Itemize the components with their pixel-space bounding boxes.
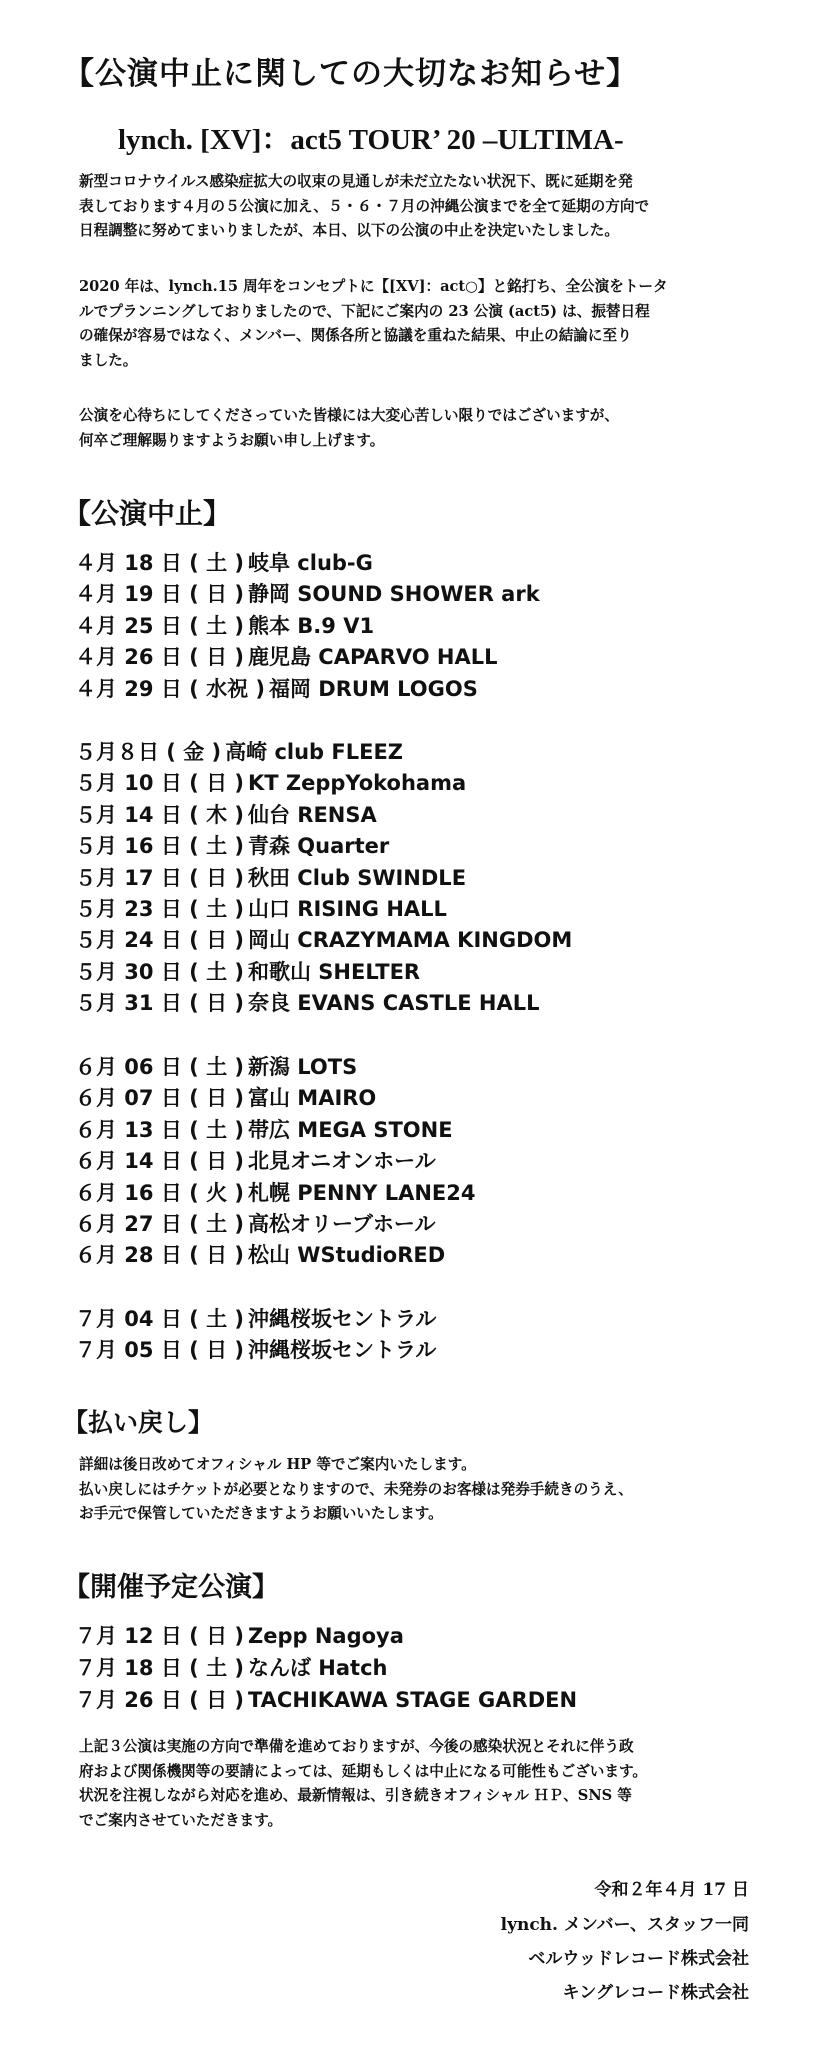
event-row [75, 548, 540, 579]
may-events [75, 737, 572, 1020]
event-row [75, 579, 540, 610]
event-venue: 秋田 Club SWINDLE [247, 865, 467, 890]
event-date: ７月 18 日 ( 土 ) [75, 1656, 244, 1680]
event-date: ６月 14 日 ( 日 ) [75, 1149, 244, 1174]
june-events [75, 1052, 475, 1272]
event-date: ６月 06 日 ( 土 ) [75, 1055, 244, 1079]
event-date: ４月 19 日 ( 日 ) [75, 582, 244, 607]
event-row [75, 1146, 475, 1177]
event-date: ６月 07 日 ( 日 ) [75, 1086, 244, 1111]
event-row [75, 611, 540, 642]
intro-paragraph-2: 2020 年は、lynch.15 周年をコンセプトに【[XV]：act○】と銘打ち、全公演をトータ ルでプランニングしておりましたので、下記にご案内の 23 公演 (act5) は、振替日程 の確保が容易ではなく、メンバー、関係各所と協議を重ねた結果、中止の結論に至り ました。 [79, 278, 668, 369]
event-venue: 沖縄桜坂セントラル [247, 1307, 437, 1331]
signature-line-3: キングレコード株式会社 [562, 1983, 749, 2003]
signature-line-2: ベルウッドレコード株式会社 [528, 1949, 749, 1969]
event-venue: 沖縄桜坂セントラル [247, 1338, 437, 1363]
event-row [75, 674, 540, 705]
event-date: ５月 24 日 ( 日 ) [75, 928, 244, 953]
event-venue: なんば Hatch [247, 1656, 388, 1680]
event-date: ５月８日 ( 金 ) [75, 740, 222, 764]
event-venue: 北見オニオンホール [247, 1149, 436, 1174]
event-venue: 仙台 RENSA [247, 802, 377, 827]
scheduled-heading: 【開催予定公演】 [63, 1572, 279, 1603]
event-row [75, 1335, 436, 1366]
signature-line-1: lynch. メンバー、スタッフ一同 [500, 1915, 749, 1935]
event-row [75, 1240, 475, 1271]
tour-title: lynch. [XV]：act5 TOUR’ 20 –ULTIMA- [118, 124, 624, 156]
event-row [75, 642, 540, 673]
event-date: ６月 16 日 ( 火 ) [75, 1180, 244, 1205]
event-row [75, 831, 572, 862]
event-date: ５月 16 日 ( 土 ) [75, 834, 244, 859]
april-events [75, 548, 540, 705]
cancelled-heading: 【公演中止】 [63, 497, 232, 530]
event-venue: 帯広 MEGA STONE [247, 1117, 453, 1142]
event-row [75, 1083, 475, 1114]
event-venue: KT ZeppYokohama [247, 771, 467, 796]
event-venue: 新潟 LOTS [247, 1055, 358, 1079]
event-date: ６月 27 日 ( 土 ) [75, 1211, 244, 1236]
event-venue: TACHIKAWA STAGE GARDEN [247, 1688, 578, 1712]
event-date: ５月 17 日 ( 日 ) [75, 865, 244, 890]
event-venue: 高崎 club FLEEZ [225, 740, 404, 764]
event-date: ５月 31 日 ( 日 ) [75, 991, 244, 1016]
scheduled-text: 上記３公演は実施の方向で準備を進めておりますが、今後の感染状況とそれに伴う政 府および関係機関等の要請によっては、延期もしくは中止になる可能性もございます。 状況を注視しながら対応を進め、最新情報は、引き続きオフィシャル ＨＰ、SNS 等 でご案内させていただきます。 [79, 1738, 647, 1829]
intro-paragraph-3: 公演を心待ちにしてくださっていた皆様には大変心苦しい限りではございますが、 何卒ご理解賜りますようお願い申し上げます。 [79, 407, 619, 449]
event-venue: 青森 Quarter [247, 834, 390, 859]
event-date: ４月 26 日 ( 日 ) [75, 645, 244, 670]
event-row [75, 1115, 475, 1146]
event-date: ７月 05 日 ( 日 ) [75, 1338, 244, 1363]
event-venue: 札幌 PENNY LANE24 [247, 1180, 476, 1205]
event-venue: 高松オリーブホール [247, 1211, 436, 1236]
event-venue: 福岡 DRUM LOGOS [268, 676, 478, 701]
event-row [75, 1052, 475, 1083]
event-venue: 岡山 CRAZYMAMA KINGDOM [247, 928, 573, 953]
event-row [75, 1684, 577, 1716]
event-row [75, 1620, 577, 1652]
event-date: ７月 04 日 ( 土 ) [75, 1307, 244, 1331]
event-row [75, 988, 572, 1019]
event-date: ７月 26 日 ( 日 ) [75, 1688, 244, 1712]
event-date: ７月 12 日 ( 日 ) [75, 1624, 244, 1648]
refund-heading: 【払い戻し】 [63, 1408, 214, 1437]
event-row [75, 800, 572, 831]
event-date: ５月 23 日 ( 土 ) [75, 896, 244, 921]
event-venue: 奈良 EVANS CASTLE HALL [247, 991, 540, 1016]
refund-text: 詳細は後日改めてオフィシャル HP 等でご案内いたします。 払い戻しにはチケットが必要となりますので、未発券のお客様は発券手続きのうえ、 お手元で保管していただきますようお願いいたします。 [79, 1456, 633, 1522]
signature-date: 令和２年４月 17 日 [594, 1880, 749, 1900]
event-venue: 和歌山 SHELTER [247, 959, 421, 984]
event-venue: 熊本 B.9 V1 [247, 613, 375, 638]
intro-paragraph-1: 新型コロナウイルス感染症拡大の収束の見通しが未だ立たない状況下、既に延期を発 表しております４月の５公演に加え、５・６・７月の沖縄公演までを全て延期の方向で 日程調整に努めてまいりましたが、本日、以下の公演の中止を決定いたしました。 [79, 173, 650, 239]
event-row [75, 1652, 577, 1684]
event-row [75, 1304, 436, 1335]
july-events [75, 1304, 436, 1367]
event-row [75, 1178, 475, 1209]
event-date: ６月 13 日 ( 土 ) [75, 1117, 244, 1142]
event-row [75, 925, 572, 956]
event-venue: 静岡 SOUND SHOWER ark [247, 582, 540, 607]
event-date: ４月 29 日 ( 水祝 ) [75, 676, 265, 701]
event-row [75, 768, 572, 799]
scheduled-events [75, 1620, 577, 1716]
event-date: ４月 18 日 ( 土 ) [75, 551, 244, 575]
event-row [75, 957, 572, 988]
event-row [75, 1209, 475, 1240]
event-date: ５月 10 日 ( 日 ) [75, 771, 244, 796]
event-date: ４月 25 日 ( 土 ) [75, 613, 244, 638]
event-venue: 富山 MAIRO [247, 1086, 377, 1111]
event-venue: 岐阜 club-G [247, 551, 373, 575]
event-row [75, 737, 572, 768]
page-title: 【公演中止に関しての大切なお知らせ】 [63, 56, 639, 92]
event-row [75, 863, 572, 894]
event-date: ５月 14 日 ( 木 ) [75, 802, 244, 827]
event-venue: 山口 RISING HALL [247, 896, 447, 921]
event-venue: 松山 WStudioRED [247, 1243, 446, 1268]
event-venue: 鹿児島 CAPARVO HALL [247, 645, 498, 670]
event-date: ５月 30 日 ( 土 ) [75, 959, 244, 984]
event-venue: Zepp Nagoya [247, 1624, 404, 1648]
event-row [75, 894, 572, 925]
event-date: ６月 28 日 ( 日 ) [75, 1243, 244, 1268]
